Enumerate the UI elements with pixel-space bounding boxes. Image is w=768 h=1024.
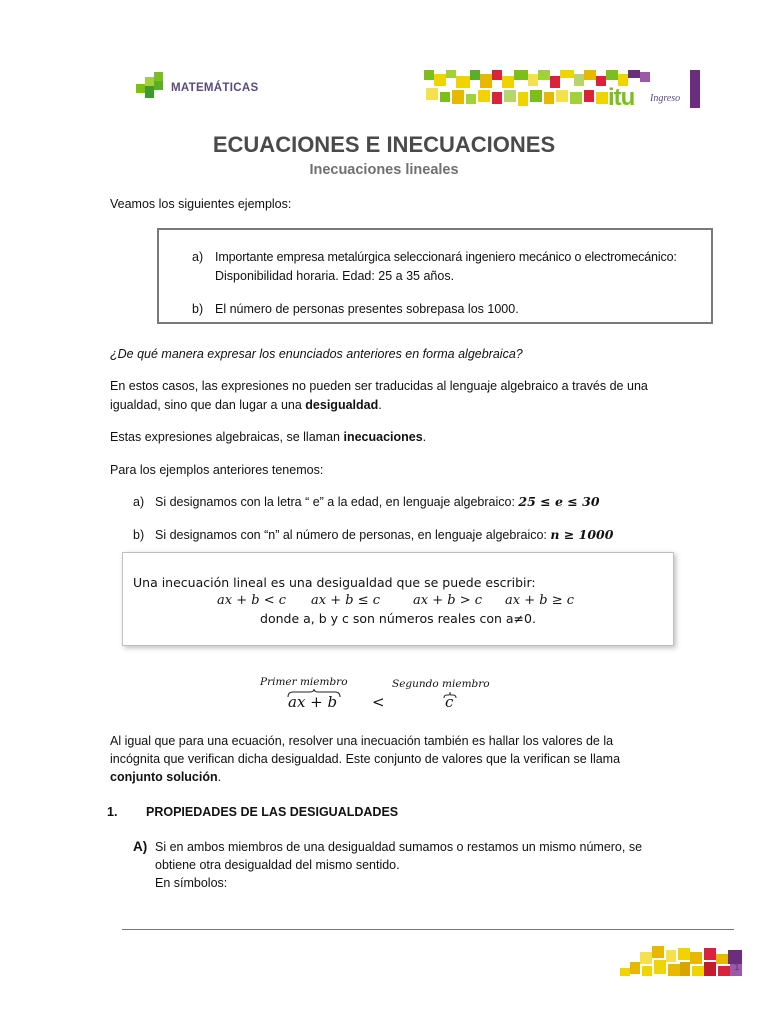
section-number: 1. — [107, 805, 118, 819]
case-b-marker: b) — [133, 528, 145, 542]
diagram-operator: < — [372, 693, 385, 711]
example-a-marker: a) — [192, 250, 204, 264]
diagram-left-label: Primer miembro — [260, 676, 348, 688]
para1-line1: En estos casos, las expresiones no pueden ser traducidas al lenguaje algebraico a través de una — [110, 379, 648, 393]
case-b-math: n ≥ 1000 — [550, 527, 614, 542]
intro-text: Veamos los siguientes ejemplos: — [110, 197, 292, 211]
page-title: ECUACIONES E INECUACIONES — [212, 132, 556, 157]
para4-line1: Al igual que para una ecuación, resolver una inecuación también es hallar los valores de la — [110, 734, 614, 748]
para2: Estas expresiones algebraicas, se llaman inecuaciones. — [110, 430, 427, 444]
example-b-marker: b) — [192, 302, 204, 316]
example-a-line2: Disponibilidad horaria. Edad: 25 a 35 años. — [215, 269, 455, 283]
diagram-right-expr: c — [445, 693, 454, 711]
brand-name: MATEMÁTICAS — [171, 82, 259, 94]
definition-form-1: ax + b < c — [217, 593, 286, 608]
case-a-text: Si designamos con la letra “ e” a la edad, en lenguaje algebraico: 25 ≤ e ≤ 30 — [155, 494, 600, 509]
page-subtitle: Inecuaciones lineales — [309, 162, 459, 178]
diagram-left-expr: ax + b — [288, 693, 338, 711]
para4-line2: incógnita que verifican dicha desigualdad. Este conjunto de valores que la verifican se llama — [110, 752, 621, 766]
para4-line3: conjunto solución. — [110, 770, 222, 784]
itu-logo-text: itu — [608, 84, 635, 111]
definition-line1: Una inecuación lineal es una desigualdad que se puede escribir: — [133, 575, 536, 590]
example-a-line1: Importante empresa metalúrgica seleccionará ingeniero mecánico o electromecánico: — [215, 250, 677, 264]
definition-form-4: ax + b ≥ c — [505, 593, 574, 608]
matematicas-logo-icon — [136, 72, 166, 98]
case-b-text: Si designamos con “n” al número de personas, en lenguaje algebraico: n ≥ 1000 — [155, 527, 614, 542]
page-number: 1 — [734, 962, 740, 973]
diagram-right-label: Segundo miembro — [392, 678, 490, 690]
case-a-marker: a) — [133, 495, 145, 509]
prop-a-line1: Si en ambos miembros de una desigualdad sumamos o restamos un mismo número, se — [155, 840, 643, 854]
logo-purple-bar — [690, 70, 700, 108]
definition-box — [122, 552, 674, 646]
prop-a-line3: En símbolos: — [155, 876, 228, 890]
prop-a-line2: obtiene otra desigualdad del mismo sentido. — [155, 858, 400, 872]
footer-rule — [122, 929, 734, 930]
para3: Para los ejemplos anteriores tenemos: — [110, 463, 324, 477]
ingreso-logo-text: Ingreso — [650, 93, 681, 104]
footer-mosaic-icon — [620, 946, 750, 980]
case-a-math: 25 ≤ e ≤ 30 — [518, 494, 600, 509]
para1-line2: igualdad, sino que dan lugar a una desigualdad. — [110, 398, 382, 412]
example-b-line1: El número de personas presentes sobrepasa los 1000. — [215, 302, 519, 316]
definition-form-2: ax + b ≤ c — [311, 593, 380, 608]
definition-line3: donde a, b y c son números reales con a≠0. — [260, 611, 536, 626]
definition-form-3: ax + b > c — [413, 593, 482, 608]
prop-a-marker: A) — [133, 839, 148, 854]
question-text: ¿De qué manera expresar los enunciados anteriores en forma algebraica? — [110, 347, 523, 361]
section-title: PROPIEDADES DE LAS DESIGUALDADES — [146, 805, 399, 819]
header-mosaic-icon — [424, 70, 674, 108]
